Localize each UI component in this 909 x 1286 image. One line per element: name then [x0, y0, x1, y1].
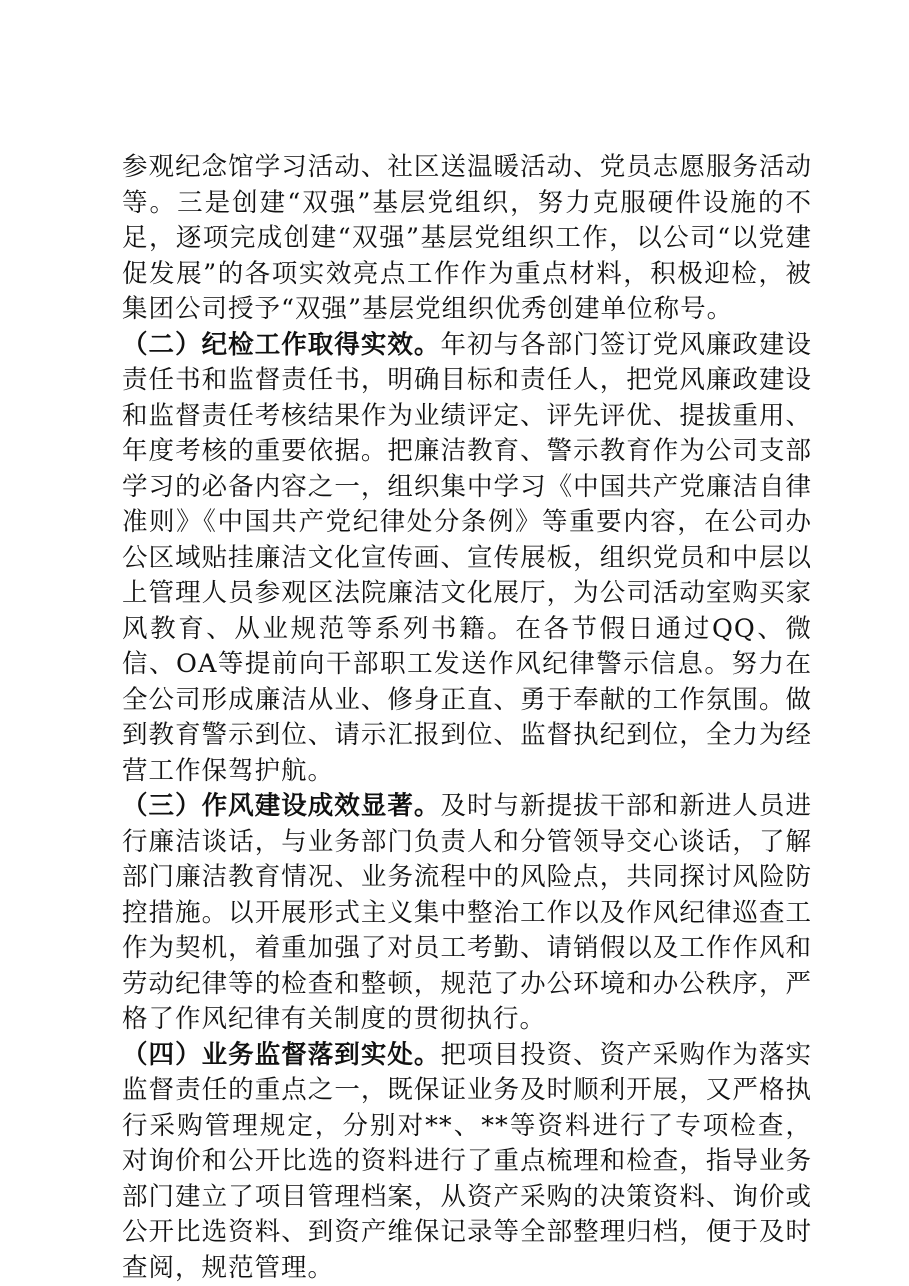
paragraph-2-text: 年初与各部门签订党风廉政建设责任书和监督责任书，明确目标和责任人，把党风廉政建设和监督责任考核结果作为业绩评定、评先评优、提拔重用、年度考核的重要依据。把廉洁教育、警示教育作为公司支部学习的必备内容之一，组织集中学习《中国共产党廉洁自律准则》《中国共产党纪律处分条例》等重要内容，在公司办公区域贴挂廉洁文化宣传画、宣传展板，组织党员和中层以上管理人员参观区法院廉洁文化展厅，为公司活动室购买家风教育、从业规范等系列书籍。在各节假日通过QQ、微信、OA等提前向干部职工发送作风纪律警示信息。努力在全公司形成廉洁从业、修身正直、勇于奉献的工作氛围。做到教育警示到位、请示汇报到位、监督执纪到位，全力为经营工作保驾护航。	[122, 329, 812, 786]
document-body	[122, 150, 812, 1286]
paragraph-2-heading: （二）纪检工作取得实效。	[122, 329, 441, 360]
paragraph-2	[122, 328, 812, 790]
paragraph-4-heading: （四）业务监督落到实处。	[122, 1039, 441, 1070]
paragraph-3-heading: （三）作风建设成效显著。	[122, 791, 441, 821]
paragraph-3	[122, 789, 812, 1038]
paragraph-4	[122, 1038, 812, 1286]
paragraph-1-text: 参观纪念馆学习活动、社区送温暖活动、党员志愿服务活动等。三是创建“双强”基层党组织，努力克服硬件设施的不足，逐项完成创建“双强”基层党组织工作，以公司“以党建促发展”的各项实效亮点工作作为重点材料，积极迎检，被集团公司授予“双强”基层党组织优秀创建单位称号。	[122, 152, 812, 324]
paragraph-4-text: 把项目投资、资产采购作为落实监督责任的重点之一，既保证业务及时顺利开展，又严格执行采购管理规定，分别对**、**等资料进行了专项检查，对询价和公开比选的资料进行了重点梳理和检查，指导业务部门建立了项目管理档案，从资产采购的决策资料、询价或公开比选资料、到资产维保记录等全部整理归档，便于及时查阅，规范管理。	[122, 1039, 812, 1283]
paragraph-3-text: 及时与新提拔干部和新进人员进行廉洁谈话，与业务部门负责人和分管领导交心谈话，了解部门廉洁教育情况、业务流程中的风险点，共同探讨风险防控措施。以开展形式主义集中整治工作以及作风纪律巡查工作为契机，着重加强了对员工考勤、请销假以及工作作风和劳动纪律等的检查和整顿，规范了办公环境和办公秩序，严格了作风纪律有关制度的贯彻执行。	[122, 791, 812, 1034]
paragraph-1	[122, 150, 812, 328]
